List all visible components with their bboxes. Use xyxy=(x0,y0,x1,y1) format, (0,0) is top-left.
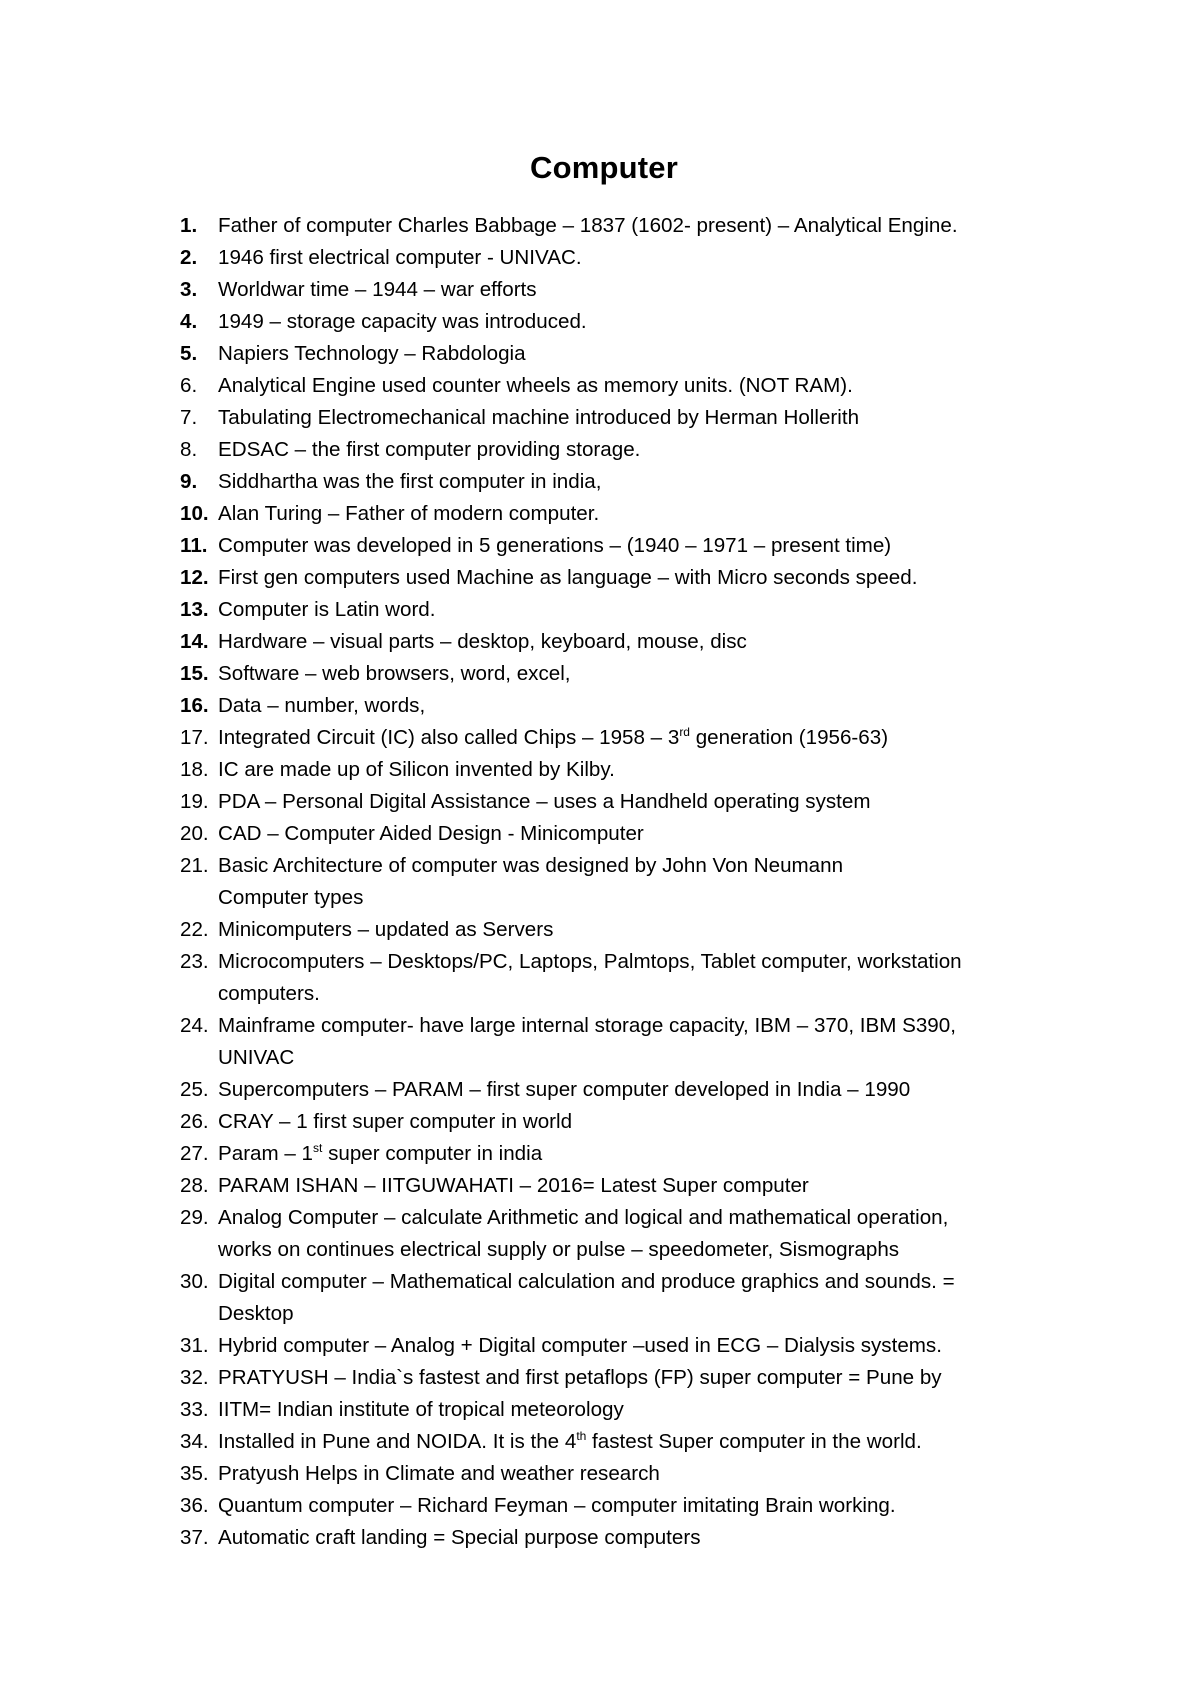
list-item xyxy=(180,1170,1080,1202)
list-item xyxy=(180,658,1080,690)
page-title: Computer xyxy=(530,150,678,185)
list-item-text-line2: Computer types xyxy=(218,886,364,909)
list-item-text: Siddhartha was the first computer in india, xyxy=(218,470,602,493)
list-item-number: 16. xyxy=(180,694,209,717)
list-item-number: 13. xyxy=(180,598,209,621)
list-item-text: Basic Architecture of computer was designed by John Von Neumann xyxy=(218,854,844,877)
list-item-text: EDSAC – the first computer providing storage. xyxy=(218,438,641,461)
list-item xyxy=(180,434,1080,466)
list-item xyxy=(180,1330,1080,1362)
list-item-number: 8. xyxy=(180,438,198,461)
list-item-number: 28. xyxy=(180,1174,209,1197)
list-item xyxy=(180,1394,1080,1426)
list-item xyxy=(180,530,1080,562)
list-item xyxy=(180,1490,1080,1522)
list-item xyxy=(180,1074,1080,1106)
list-item-text: Alan Turing – Father of modern computer. xyxy=(218,502,600,525)
list-item-text: Supercomputers – PARAM – first super computer developed in India – 1990 xyxy=(218,1078,911,1101)
list-item-text: Pratyush Helps in Climate and weather research xyxy=(218,1462,660,1485)
list-item-text: IITM= Indian institute of tropical meteorology xyxy=(218,1398,624,1421)
list-item-text: Data – number, words, xyxy=(218,694,426,717)
list-item-number: 2. xyxy=(180,246,198,269)
list-item-number: 31. xyxy=(180,1334,209,1357)
list-item xyxy=(180,498,1080,530)
list-item xyxy=(180,1010,1080,1074)
list-item-number: 23. xyxy=(180,950,209,973)
list-item-text-continued: super computer in india xyxy=(322,1142,543,1165)
numbered-list xyxy=(180,210,1080,1554)
list-item-text: Software – web browsers, word, excel, xyxy=(218,662,571,685)
list-item xyxy=(180,242,1080,274)
list-item-number: 18. xyxy=(180,758,209,781)
list-item-number: 36. xyxy=(180,1494,209,1517)
list-item-text: Napiers Technology – Rabdologia xyxy=(218,342,526,365)
list-item-number: 7. xyxy=(180,406,198,429)
list-item-number: 26. xyxy=(180,1110,209,1133)
list-item-text: Quantum computer – Richard Feyman – computer imitating Brain working. xyxy=(218,1494,896,1517)
list-item-number: 37. xyxy=(180,1526,209,1549)
list-item xyxy=(180,210,1080,242)
list-item-number: 12. xyxy=(180,566,209,589)
list-item-number: 29. xyxy=(180,1206,209,1229)
list-item xyxy=(180,914,1080,946)
list-item xyxy=(180,1106,1080,1138)
list-item-number: 34. xyxy=(180,1430,209,1453)
list-item xyxy=(180,754,1080,786)
list-item-number: 21. xyxy=(180,854,209,877)
list-item-superscript: rd xyxy=(679,725,690,739)
list-item-superscript: st xyxy=(313,1141,323,1155)
list-item-text: Worldwar time – 1944 – war efforts xyxy=(218,278,537,301)
list-item-text: CRAY – 1 first super computer in world xyxy=(218,1110,573,1133)
list-item xyxy=(180,338,1080,370)
list-item xyxy=(180,1266,1080,1330)
list-item-number: 1. xyxy=(180,214,198,237)
list-item-text: Automatic craft landing = Special purpose computers xyxy=(218,1526,701,1549)
list-item-number: 32. xyxy=(180,1366,209,1389)
list-item xyxy=(180,946,1080,1010)
list-item xyxy=(180,1202,1080,1266)
list-item xyxy=(180,722,1080,754)
list-item-number: 14. xyxy=(180,630,209,653)
list-item-number: 9. xyxy=(180,470,198,493)
list-item-text: Mainframe computer- have large internal storage capacity, IBM – 370, IBM S390, xyxy=(218,1014,956,1037)
list-item xyxy=(180,1426,1080,1458)
list-item-text: Computer was developed in 5 generations – (1940 – 1971 – present time) xyxy=(218,534,892,557)
list-item-number: 30. xyxy=(180,1270,209,1293)
list-item-text: 1949 – storage capacity was introduced. xyxy=(218,310,587,333)
list-item-text: PDA – Personal Digital Assistance – uses a Handheld operating system xyxy=(218,790,871,813)
list-item xyxy=(180,274,1080,306)
list-item xyxy=(180,1522,1080,1554)
list-item-number: 17. xyxy=(180,726,209,749)
list-item-number: 11. xyxy=(180,534,208,557)
list-item-text: Hybrid computer – Analog + Digital computer –used in ECG – Dialysis systems. xyxy=(218,1334,942,1357)
list-item-text: Param – 1 xyxy=(218,1142,314,1165)
list-item-text: Computer is Latin word. xyxy=(218,598,436,621)
list-item-text: Integrated Circuit (IC) also called Chips – 1958 – 3 xyxy=(218,726,680,749)
list-item-text: Minicomputers – updated as Servers xyxy=(218,918,554,941)
list-item-text: First gen computers used Machine as language – with Micro seconds speed. xyxy=(218,566,918,589)
list-item xyxy=(180,306,1080,338)
list-item xyxy=(180,626,1080,658)
list-item-text: Father of computer Charles Babbage – 1837 (1602- present) – Analytical Engine. xyxy=(218,214,958,237)
list-item xyxy=(180,818,1080,850)
list-item-superscript: th xyxy=(576,1429,587,1443)
list-item-number: 10. xyxy=(180,502,209,525)
list-item-number: 22. xyxy=(180,918,209,941)
list-item-text: PRATYUSH – India`s fastest and first petaflops (FP) super computer = Pune by xyxy=(218,1366,942,1389)
list-item xyxy=(180,690,1080,722)
list-item-text: IC are made up of Silicon invented by Kilby. xyxy=(218,758,615,781)
list-item-number: 20. xyxy=(180,822,209,845)
list-item-text-line2: UNIVAC xyxy=(218,1046,295,1069)
list-item-text-line2: Desktop xyxy=(218,1302,294,1325)
list-item-text: Installed in Pune and NOIDA. It is the 4 xyxy=(218,1430,577,1453)
list-item-text-continued: fastest Super computer in the world. xyxy=(586,1430,922,1453)
list-item xyxy=(180,562,1080,594)
list-item-number: 25. xyxy=(180,1078,209,1101)
list-item xyxy=(180,370,1080,402)
list-item-number: 15. xyxy=(180,662,209,685)
list-item-number: 33. xyxy=(180,1398,209,1421)
list-item-text: 1946 first electrical computer - UNIVAC. xyxy=(218,246,582,269)
list-item-text: Analog Computer – calculate Arithmetic and logical and mathematical operation, xyxy=(218,1206,949,1229)
list-item-number: 6. xyxy=(180,374,198,397)
list-item-number: 5. xyxy=(180,342,198,365)
list-item xyxy=(180,786,1080,818)
list-item xyxy=(180,1138,1080,1170)
list-item xyxy=(180,594,1080,626)
list-item-text-line2: computers. xyxy=(218,982,320,1005)
list-item xyxy=(180,1362,1080,1394)
list-item-number: 19. xyxy=(180,790,209,813)
list-item xyxy=(180,402,1080,434)
list-item-text-continued: generation (1956-63) xyxy=(689,726,889,749)
list-item-number: 24. xyxy=(180,1014,209,1037)
list-item xyxy=(180,466,1080,498)
list-item-number: 4. xyxy=(180,310,198,333)
list-item-text: Digital computer – Mathematical calculation and produce graphics and sounds. = xyxy=(218,1270,955,1293)
list-item-number: 3. xyxy=(180,278,198,301)
list-item-text: Microcomputers – Desktops/PC, Laptops, Palmtops, Tablet computer, workstation xyxy=(218,950,962,973)
list-item-text: Analytical Engine used counter wheels as memory units. (NOT RAM). xyxy=(218,374,853,397)
list-item xyxy=(180,850,1080,914)
list-item-text: Tabulating Electromechanical machine introduced by Herman Hollerith xyxy=(218,406,860,429)
list-item-text: Hardware – visual parts – desktop, keyboard, mouse, disc xyxy=(218,630,747,653)
list-item-number: 27. xyxy=(180,1142,209,1165)
list-item-text: PARAM ISHAN – IITGUWAHATI – 2016= Latest Super computer xyxy=(218,1174,809,1197)
list-item xyxy=(180,1458,1080,1490)
list-item-number: 35. xyxy=(180,1462,209,1485)
list-item-text-line2: works on continues electrical supply or pulse – speedometer, Sismographs xyxy=(218,1238,900,1261)
list-item-text: CAD – Computer Aided Design - Minicomputer xyxy=(218,822,644,845)
